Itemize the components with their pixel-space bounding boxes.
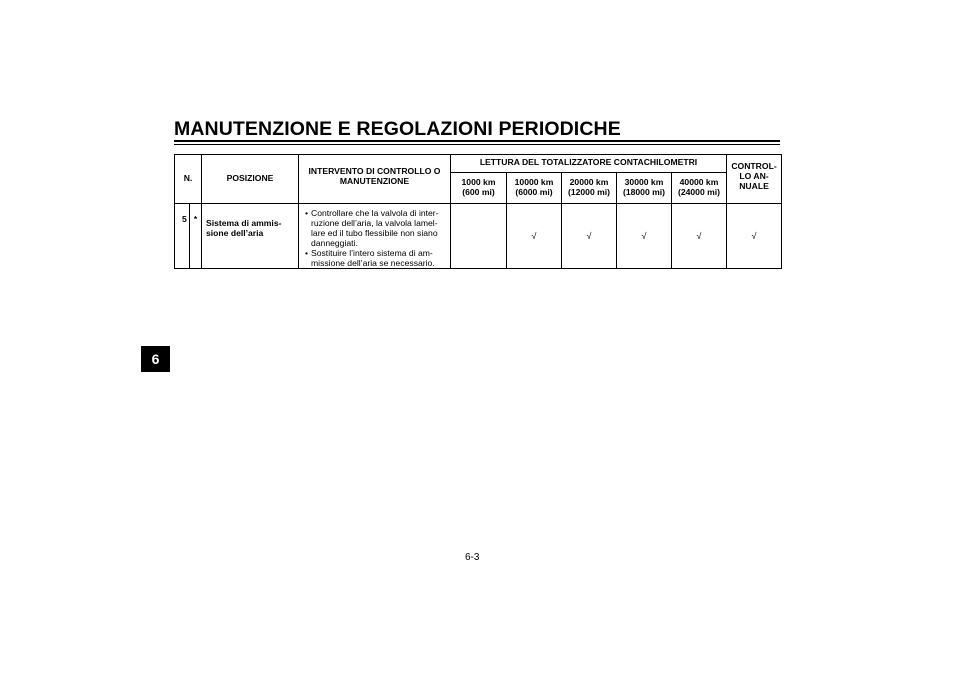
check-annual: √ [727, 204, 782, 269]
table-row [175, 204, 782, 269]
row-mark: * [190, 204, 202, 269]
check-1000km [451, 204, 507, 269]
header-posizione: POSIZIONE [202, 155, 299, 204]
row-posizione: Sistema di ammis- sione dell’aria [202, 204, 299, 269]
header-km-4: 30000 km (18000 mi) [617, 173, 672, 204]
header-km-1: 1000 km (600 mi) [451, 173, 507, 204]
check-10000km: √ [507, 204, 562, 269]
check-30000km: √ [617, 204, 672, 269]
page-number: 6-3 [465, 552, 480, 563]
title-rule-thin [174, 144, 780, 145]
header-n: N. [175, 155, 202, 204]
chapter-tab: 6 [141, 346, 170, 372]
page-title: MANUTENZIONE E REGOLAZIONI PERIODICHE [174, 118, 621, 140]
header-lettura: LETTURA DEL TOTALIZZATORE CONTACHILOMETRI [451, 155, 727, 173]
check-20000km: √ [562, 204, 617, 269]
header-intervento: INTERVENTO DI CONTROLLO O MANUTENZIONE [299, 155, 451, 204]
intervento-item: • Sostituire l’intero sistema di am- missione dell’aria se necessario. [302, 248, 448, 268]
header-km-5: 40000 km (24000 mi) [672, 173, 727, 204]
row-intervento [299, 204, 451, 269]
row-number: 5 [175, 204, 190, 269]
intervento-item: • Controllare che la valvola di inter- ruzione dell’aria, la valvola lamel- lare ed il tubo flessibile non siano danneggiati. [302, 208, 448, 248]
check-40000km: √ [672, 204, 727, 269]
header-km-3: 20000 km (12000 mi) [562, 173, 617, 204]
maintenance-table [174, 154, 782, 269]
header-km-2: 10000 km (6000 mi) [507, 173, 562, 204]
header-row-1 [175, 155, 782, 173]
title-rule-thick [174, 140, 780, 142]
header-controllo-annuale: CONTROL- LO AN- NUALE [727, 155, 782, 204]
